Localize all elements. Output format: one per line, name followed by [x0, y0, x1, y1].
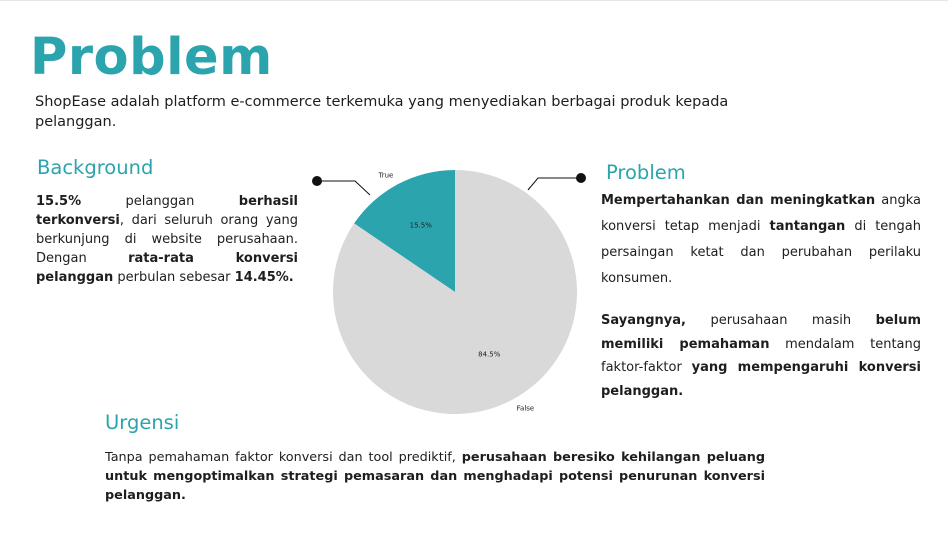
text-segment: perusahaan beresiko kehilangan peluang untuk mengoptimalkan strategi pemasaran dan menghadapi potensi penurunan konversi pelanggan.	[105, 450, 765, 503]
text-segment: tantangan	[769, 219, 846, 234]
page-title: Problem	[30, 28, 273, 87]
text-segment: angka konversi tetap menjadi	[601, 193, 921, 234]
text-segment: Mempertahankan dan meningkatkan	[601, 193, 876, 208]
urgensi-heading: Urgensi	[105, 411, 180, 434]
text-segment: pelanggan	[81, 194, 239, 209]
background-heading: Background	[37, 156, 154, 179]
background-text	[36, 192, 298, 287]
problem-text-1	[601, 188, 921, 292]
text-segment: 15.5%	[36, 194, 82, 209]
conversion-pie-chart	[300, 140, 600, 415]
callout-line-left	[317, 181, 370, 195]
text-segment: perbulan sebesar	[113, 270, 235, 285]
problem-text-2	[601, 309, 921, 403]
text-segment: Sayangnya,	[601, 313, 686, 328]
text-segment: rata-rata konversi pelanggan	[36, 251, 299, 285]
text-segment: yang mempengaruhi konversi pelanggan.	[601, 360, 921, 399]
text-segment: belum memiliki pemahaman	[601, 313, 921, 352]
top-divider	[0, 0, 948, 1]
pie-category-label-false: False	[516, 404, 535, 413]
pie-pct-label-false: 84.5%	[478, 350, 501, 359]
text-segment: , dari seluruh orang yang berkunjung di website perusahaan. Dengan	[36, 213, 298, 266]
pie-category-label-true: True	[378, 171, 394, 180]
text-segment: Tanpa pemahaman faktor konversi dan tool prediktif,	[105, 450, 462, 465]
text-segment: berhasil terkonversi	[36, 194, 298, 228]
text-segment: 14.45%.	[234, 270, 294, 285]
intro-text: ShopEase adalah platform e-commerce terkemuka yang menyediakan berbagai produk kepada pelanggan.	[35, 94, 729, 130]
problem-heading: Problem	[606, 161, 686, 184]
urgensi-text	[105, 448, 765, 505]
pie-pct-label-true: 15.5%	[409, 221, 432, 230]
text-segment: perusahaan masih	[685, 313, 876, 328]
callout-line-right	[528, 178, 581, 190]
text-segment: mendalam tentang faktor-faktor	[601, 336, 922, 375]
text-segment: di tengah persaingan ketat dan perubahan perilaku konsumen.	[601, 219, 921, 286]
